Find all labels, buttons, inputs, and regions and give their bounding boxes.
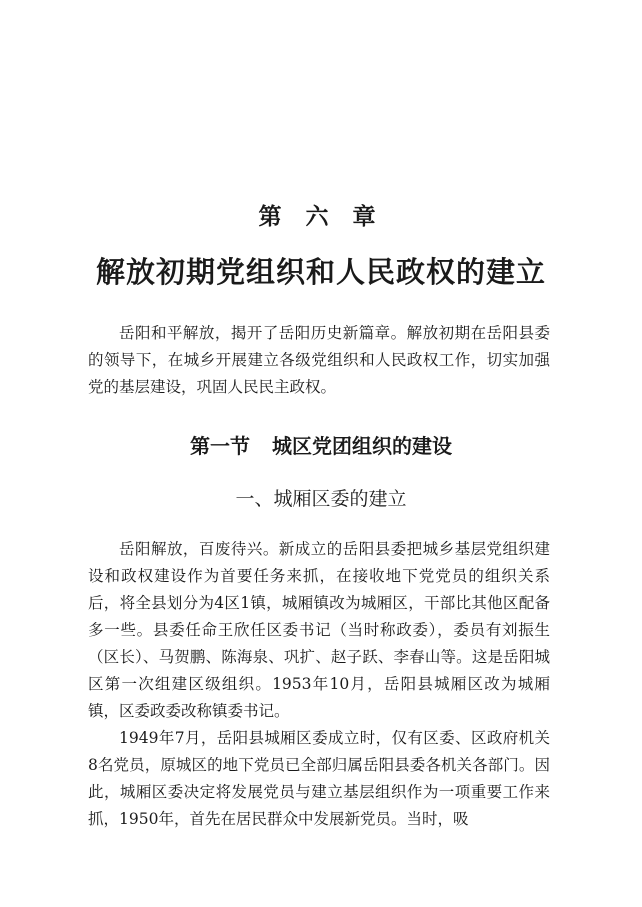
section-title: 城区党团组织的建设	[272, 434, 452, 458]
body-text	[88, 536, 550, 833]
body-paragraph-1: 岳阳解放，百废待兴。新成立的岳阳县委把城乡基层党组织建设和政权建设作为首要任务来抓，在接收地下党党员的组织关系后，将全县划分为4区1镇，城厢镇改为城厢区，干部比其他区配备多一些。县委任命王欣任区委书记（当时称政委），委员有刘振生（区长）、马贺鹏、陈海泉、巩扩、赵子跃、李春山等。这是岳阳城区第一次组建区级组织。1953年10月，岳阳县城厢区改为城厢镇，区委政委改称镇委书记。	[88, 540, 550, 720]
intro-paragraph: 岳阳和平解放，揭开了岳阳历史新篇章。解放初期在岳阳县委的领导下，在城乡开展建立各级党组织和人民政权工作，切实加强党的基层建设，巩固人民民主政权。	[88, 324, 550, 396]
section-heading	[0, 430, 642, 459]
chapter-title: 解放初期党组织和人民政权的建立	[95, 255, 546, 289]
intro-block	[88, 320, 550, 401]
chapter-number: 第 六 章	[258, 204, 384, 230]
subsection-title: 一、城厢区委的建立	[235, 488, 407, 510]
section-number: 第一节	[190, 434, 250, 458]
body-paragraph-2: 1949年7月，岳阳县城厢区委成立时，仅有区委、区政府机关8名党员，原城区的地下党员已全部归属岳阳县委各机关各部门。因此，城厢区委决定将发展党员与建立基层组织作为一项重要工作来抓，1950年，首先在居民群众中发展新党员。当时，吸	[88, 729, 550, 828]
